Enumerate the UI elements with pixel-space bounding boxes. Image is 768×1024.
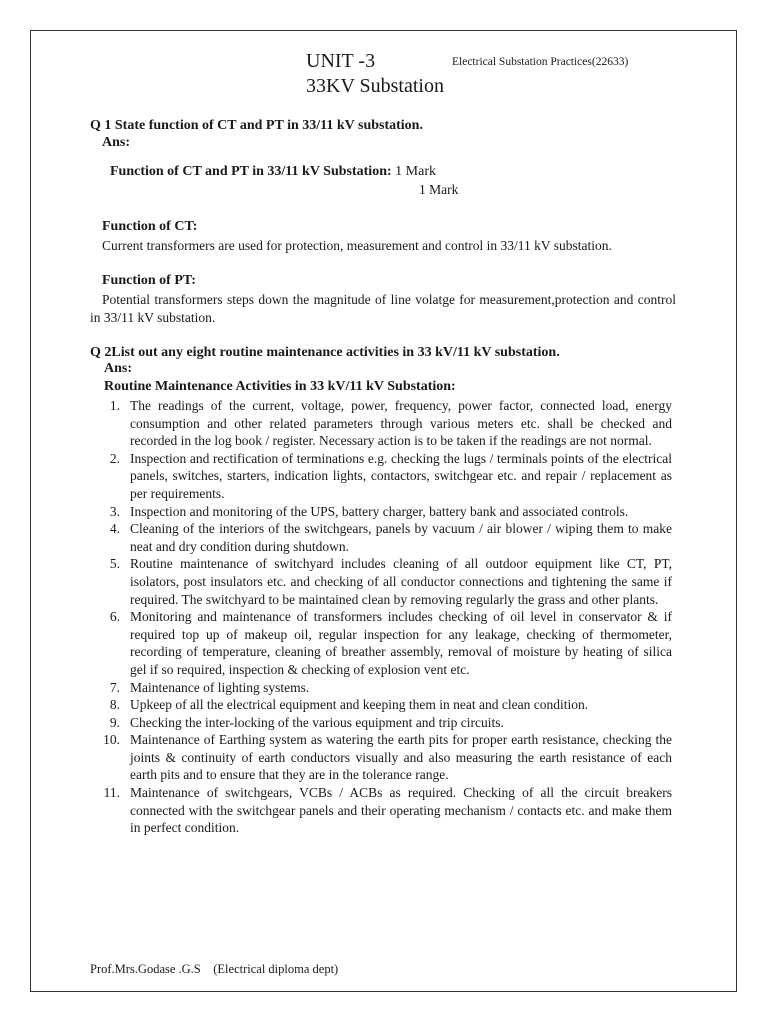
mark-1: 1 Mark [395, 164, 436, 179]
list-item-text: Monitoring and maintenance of transformers includes checking of oil level in conservator & if required top up of makeup oil, regular inspection for any leakage, checking of thermometer, recording of temperature, cleaning of breather assembly, removal of moisture by heating of silica gel if so required, inspection & checking of explosion vent etc. [130, 609, 672, 677]
list-item-number: 7. [109, 679, 120, 695]
list-item-text: Routine maintenance of switchyard includes cleaning of all outdoor equipment like CT, PT, isolators, post insulators etc. and checking of all conductor connections and tightening the same if required. The switchyard to be maintained clean by removing regularly the grass and other plants. [130, 556, 672, 607]
pt-heading: Function of PT: [102, 273, 196, 288]
list-item-number: 4. [109, 521, 120, 537]
list-item-number: 8. [109, 697, 120, 713]
list-item-text: The readings of the current, voltage, power, frequency, power factor, connected load, energy consumption and other related parameters through various meters etc. shall be checked and recorded in the log book / register. Necessary action is to be taken if the readings are not normal. [130, 398, 672, 449]
list-item-text: Checking the inter-locking of the various equipment and trip circuits. [130, 714, 504, 730]
function-heading: Function of CT and PT in 33/11 kV Substation: [110, 164, 392, 179]
answer-label-1: Ans: [102, 135, 131, 150]
list-item [88, 784, 672, 837]
pt-text: Potential transformers steps down the magnitude of line volatge for measurement,protection and control in 33/11 kV substation. [90, 292, 676, 325]
page-title: 33KV Substation [306, 75, 444, 97]
list-item [88, 520, 672, 555]
list-item-text: Maintenance of lighting systems. [130, 679, 310, 695]
course-name: Electrical Substation Practices(22633) [452, 56, 629, 68]
maintenance-heading: Routine Maintenance Activities in 33 kV/11 kV Substation: [104, 379, 456, 394]
maintenance-list [88, 397, 672, 837]
list-item-number: 9. [109, 714, 120, 730]
unit-title: UNIT -3 [306, 50, 376, 72]
list-item-text: Maintenance of switchgears, VCBs / ACBs as required. Checking of all the circuit breakers connected with the switchgear panels and their operating mechanism / contacts etc. and make them in perfect condition. [130, 785, 672, 836]
list-item-number: 6. [109, 609, 120, 625]
list-item-text: Inspection and monitoring of the UPS, battery charger, battery bank and associated controls. [130, 503, 629, 519]
list-item [88, 608, 672, 678]
list-item-text: Cleaning of the interiors of the switchgears, panels by vacuum / air blower / wiping them to make neat and dry condition during shutdown. [130, 521, 672, 554]
list-item-number: 10. [103, 732, 120, 748]
question-2: Q 2List out any eight routine maintenance activities in 33 kV/11 kV substation. [90, 345, 560, 360]
ct-heading: Function of CT: [102, 219, 198, 234]
question-1: Q 1 State function of CT and PT in 33/11 kV substation. [90, 118, 423, 133]
list-item-number: 1. [109, 398, 120, 413]
list-item-number: 2. [109, 450, 120, 466]
list-item [88, 714, 672, 732]
list-item-text: Maintenance of Earthing system as watering the earth pits for proper earth resistance, checking the joints & continuity of earth conductors visually and also measuring the earth resistance of each earth pits and to ensure that they are in the tolerance range. [130, 732, 672, 783]
list-item-number: 5. [109, 556, 120, 572]
list-item-text: Upkeep of all the electrical equipment and keeping them in neat and clean condition. [130, 697, 589, 713]
footer-author: Prof.Mrs.Godase .G.S (Electrical diploma dept) [90, 962, 339, 976]
ct-text: Current transformers are used for protection, measurement and control in 33/11 kV substation. [102, 238, 612, 253]
list-item-text: Inspection and rectification of terminations e.g. checking the lugs / terminals points of the electrical panels, switches, starters, indication lights, contactors, switchgear etc. and repair / replacement as per requirements. [130, 450, 672, 501]
list-item-number: 11. [103, 785, 120, 801]
list-item [88, 503, 672, 521]
function-heading-line [110, 164, 436, 180]
answer-label-2: Ans: [104, 361, 133, 376]
list-item [88, 555, 672, 608]
list-item [88, 679, 672, 697]
list-item [88, 731, 672, 784]
list-item [88, 450, 672, 503]
mark-2: 1 Mark [419, 182, 459, 197]
list-item [88, 696, 672, 714]
list-item-number: 3. [109, 503, 120, 519]
list-item [88, 397, 672, 450]
